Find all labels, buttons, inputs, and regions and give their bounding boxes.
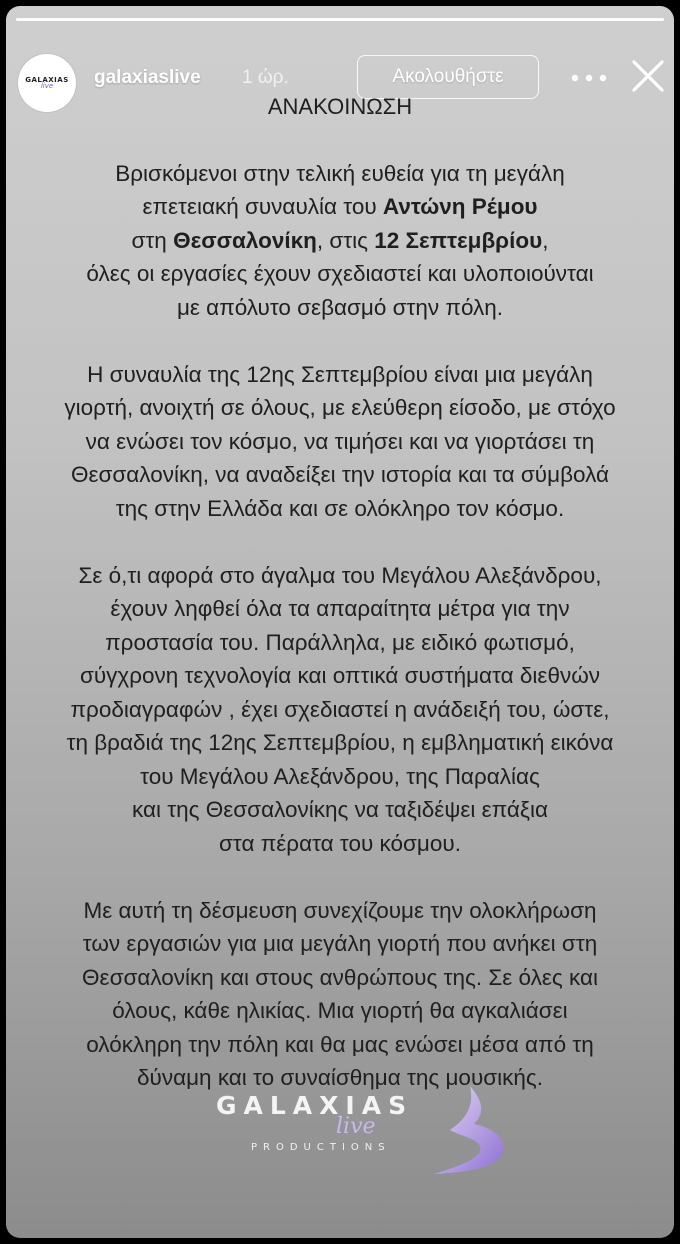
paragraph-line: των εργασιών για μια μεγάλη γιορτή που ανήκει στη bbox=[82, 931, 598, 956]
paragraph-line: της στην Ελλάδα και σε ολόκληρο τον κόσμο. bbox=[115, 495, 565, 521]
paragraph-line: να ενώσει τον κόσμο, να τιμήσει και να γιορτάσει τη bbox=[85, 428, 595, 454]
paragraph-3 bbox=[24, 559, 656, 861]
paragraph-line: όλες οι εργασίες έχουν σχεδιαστεί και υλοποιούνται bbox=[86, 261, 594, 286]
paragraph-line bbox=[24, 190, 656, 224]
paragraph-2 bbox=[24, 358, 656, 526]
announcement-body bbox=[24, 90, 656, 1095]
paragraph-line: με απόλυτο σεβασμό στην πόλη. bbox=[176, 294, 504, 320]
paragraph-line: προστασία του. Παράλληλα, με ειδικό φωτισμό, bbox=[105, 629, 575, 655]
avatar-logo-word: GALAXIAS bbox=[25, 76, 69, 84]
paragraph-line: Βρισκόμενοι στην τελική ευθεία για τη μεγάλη bbox=[115, 160, 565, 186]
logo-script: live bbox=[336, 1114, 376, 1139]
paragraph-line: έχουν ληφθεί όλα τα απαραίτητα μέτρα για την bbox=[110, 596, 570, 621]
paragraph-4 bbox=[24, 894, 656, 1095]
paragraph-line: Θεσσαλονίκη, να αναδείξει την ιστορία και τα σύμβολά bbox=[70, 462, 610, 487]
username[interactable]: galaxiaslive bbox=[94, 67, 201, 88]
paragraph-line: γιορτή, ανοιχτή σε όλους, με ελεύθερη είσοδο, με στόχο bbox=[64, 395, 616, 420]
paragraph-line: ολόκληρη την πόλη και θα μας ενώσει μέσα από τη bbox=[86, 1031, 594, 1057]
paragraph-line: προδιαγραφών , έχει σχεδιαστεί η ανάδειξή του, ώστε, bbox=[70, 696, 610, 722]
story-viewer bbox=[6, 6, 674, 1238]
avatar-logo-script: live bbox=[40, 82, 54, 90]
paragraph-line: στα πέρατα του κόσμου. bbox=[219, 830, 461, 856]
paragraph-line: τη βραδιά της 12ης Σεπτεμβρίου, η εμβληματική εικόνα bbox=[66, 730, 614, 755]
paragraph-line: του Μεγάλου Αλεξάνδρου, της Παραλίας bbox=[140, 763, 540, 789]
event-date: 12 Σεπτεμβρίου bbox=[374, 227, 543, 253]
paragraph-line: Η συναυλία της 12ης Σεπτεμβρίου είναι μια μεγάλη bbox=[87, 361, 593, 387]
paragraph-line: όλους, κάθε ηλικίας. Μια γιορτή θα αγκαλιάσει bbox=[112, 998, 568, 1023]
paragraph-1 bbox=[24, 157, 656, 325]
paragraph-line bbox=[24, 224, 656, 258]
text-span: επετειακή συναυλία του bbox=[142, 194, 383, 219]
logo-swoosh-icon bbox=[422, 1084, 517, 1176]
galaxias-live-logo bbox=[196, 1080, 526, 1180]
paragraph-line: σύγχρονη τεχνολογία και οπτικά συστήματα διεθνών bbox=[79, 663, 601, 688]
more-options-icon[interactable] bbox=[567, 66, 611, 90]
announcement-title: ΑΝΑΚΟΙΝΩΣΗ bbox=[267, 94, 413, 119]
paragraph-line: δύναμη και το συναίσθημα της μουσικής. bbox=[137, 1065, 543, 1090]
paragraph-line: Σε ό,τι αφορά στο άγαλμα του Μεγάλου Αλεξάνδρου, bbox=[78, 562, 602, 588]
follow-button[interactable]: Ακολουθήστε bbox=[357, 55, 539, 99]
logo-subtitle: PRODUCTIONS bbox=[251, 1142, 391, 1153]
paragraph-line: Με αυτή τη δέσμευση συνεχίζουμε την ολοκλήρωση bbox=[83, 897, 597, 923]
text-span: , bbox=[542, 227, 549, 253]
text-span: , στις bbox=[316, 227, 375, 253]
story-progress-bar bbox=[16, 18, 664, 21]
post-time: 1 ώρ. bbox=[242, 67, 289, 88]
paragraph-line: Θεσσαλονίκη και στους ανθρώπους της. Σε όλες και bbox=[82, 964, 598, 990]
city-name: Θεσσαλονίκη bbox=[173, 227, 317, 253]
paragraph-line: και της Θεσσαλονίκης να ταξιδέψει επάξια bbox=[132, 797, 548, 822]
story-progress-fill bbox=[16, 18, 664, 21]
text-span: στη bbox=[131, 227, 174, 253]
artist-name: Αντώνη Ρέμου bbox=[382, 194, 538, 219]
logo-word: GALAXIAS bbox=[216, 1091, 414, 1120]
